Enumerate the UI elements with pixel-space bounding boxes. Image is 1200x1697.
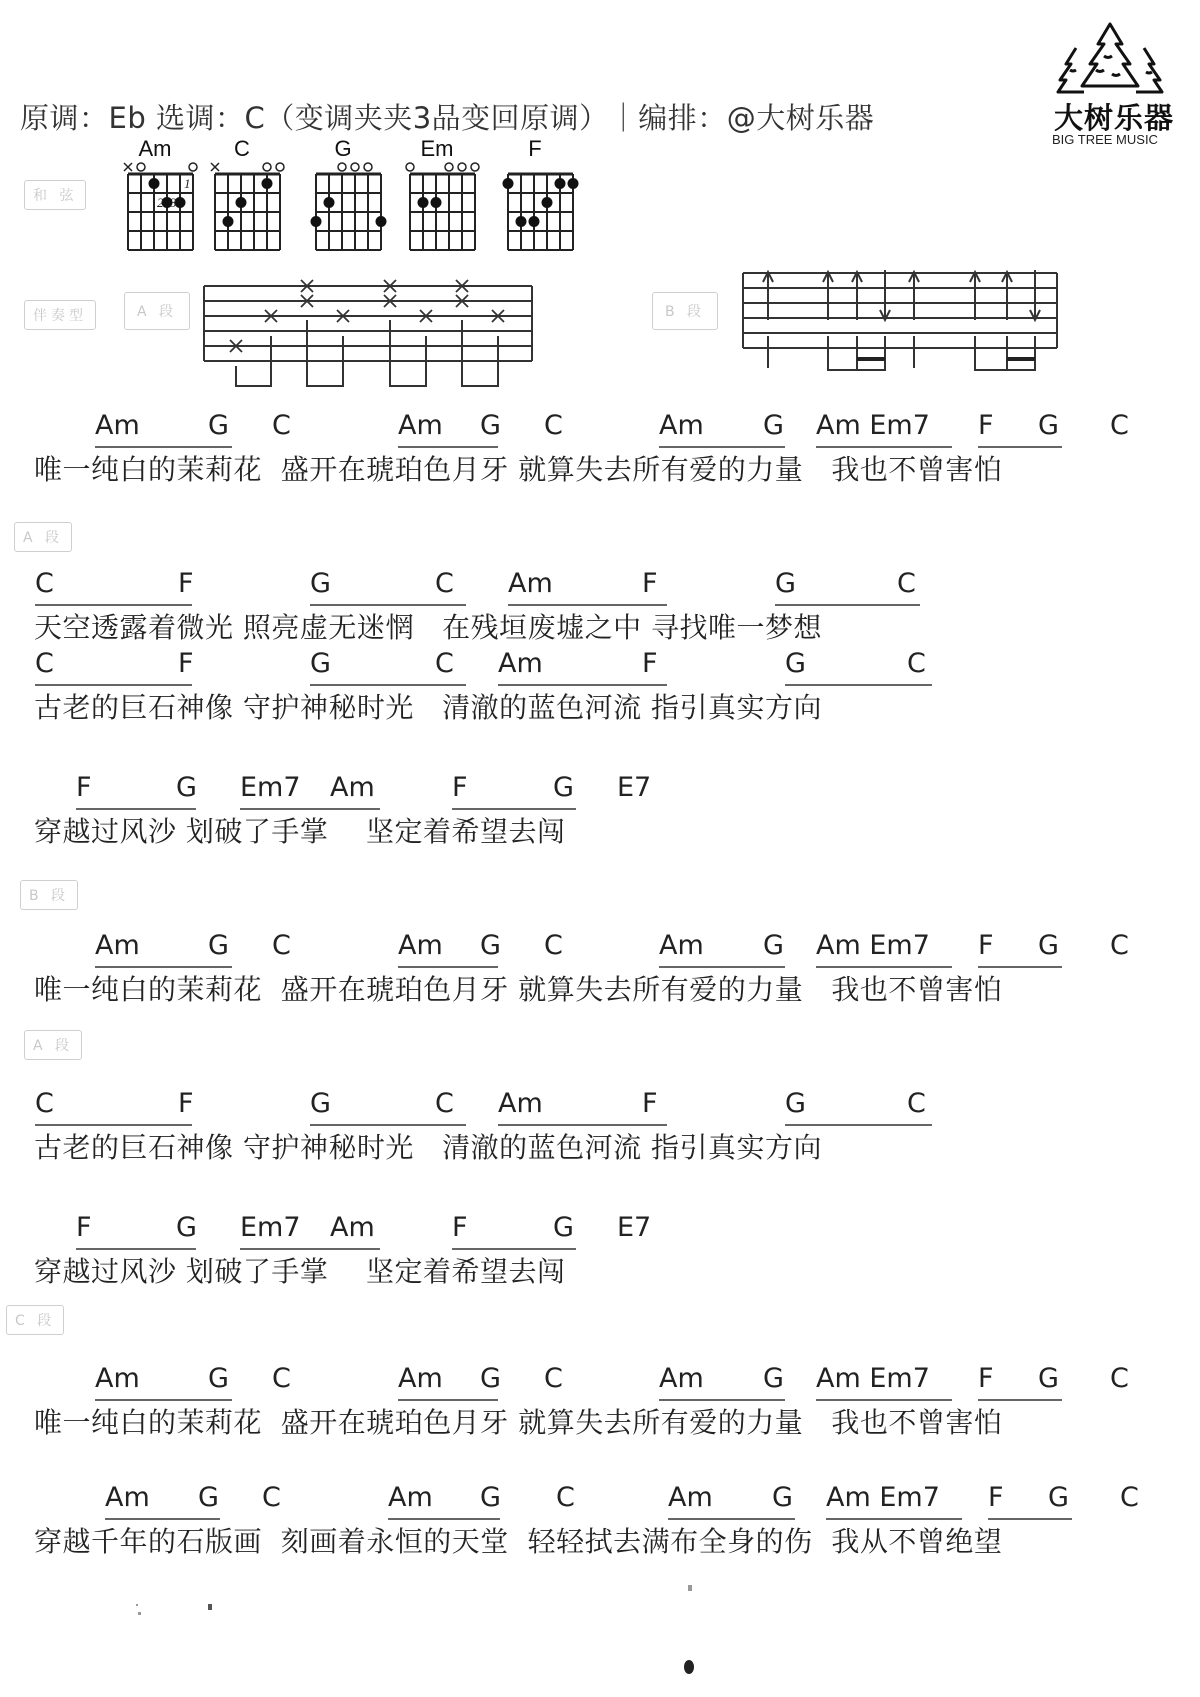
chord-symbol: G	[310, 1088, 331, 1119]
chord-symbol: Em7	[240, 1212, 301, 1243]
chord-symbol: F	[642, 1088, 658, 1119]
chord-symbol: Am	[508, 568, 553, 599]
chord-symbol: Am Em7	[816, 930, 930, 961]
chord-symbol: G	[553, 772, 574, 803]
song-key-info	[20, 96, 874, 137]
chord-symbol: C	[907, 648, 926, 679]
arranger-label: ｜编排：	[608, 101, 727, 135]
lyric-line	[0, 648, 1200, 728]
chord-symbol: F	[978, 930, 994, 961]
chord-symbol: G	[1048, 1482, 1069, 1513]
chord-symbol: G	[763, 1363, 784, 1394]
chord-symbol: C	[435, 648, 454, 679]
lyric-text: 唯一纯白的茉莉花 盛开在琥珀色月牙 就算失去所有爱的力量 我也不曾害怕	[34, 1406, 1003, 1439]
original-key: Eb	[108, 101, 147, 135]
chord-symbol: Am	[398, 410, 443, 441]
chord-symbol: C	[1110, 930, 1129, 961]
chord-symbol: E7	[617, 1212, 652, 1243]
chord-symbol: F	[988, 1482, 1004, 1513]
chord-symbol: G	[480, 1363, 501, 1394]
chord-symbol: G	[480, 410, 501, 441]
svg-text:1: 1	[184, 176, 191, 191]
fretboard-grid	[205, 160, 295, 260]
chord-symbol: Am	[659, 1363, 704, 1394]
chord-symbol: G	[480, 930, 501, 961]
fretboard-grid	[400, 160, 490, 260]
fretboard-grid	[306, 160, 396, 260]
scan-speck	[208, 1604, 212, 1610]
chord-symbol: F	[642, 648, 658, 679]
lyric-text: 唯一纯白的茉莉花 盛开在琥珀色月牙 就算失去所有爱的力量 我也不曾害怕	[34, 453, 1003, 486]
chord-symbol: G	[553, 1212, 574, 1243]
lyric-line	[0, 410, 1200, 490]
section-label-b: B 段	[20, 880, 78, 910]
chord-symbol: C	[435, 1088, 454, 1119]
chord-symbol: G	[1038, 1363, 1059, 1394]
lyric-line	[0, 1212, 1200, 1292]
chord-symbol: C	[272, 1363, 291, 1394]
chord-symbol: Am Em7	[816, 410, 930, 441]
lyric-line	[0, 930, 1200, 1010]
chord-symbol: Am	[95, 930, 140, 961]
chord-symbol: G	[198, 1482, 219, 1513]
scan-speck	[136, 1604, 138, 1606]
chord-symbol: G	[176, 1212, 197, 1243]
chord-symbol: F	[76, 772, 92, 803]
scan-speck	[138, 1612, 141, 1615]
lyric-text: 穿越过风沙 划破了手掌 坚定着希望去闯	[34, 1255, 566, 1288]
chord-symbol: C	[544, 930, 563, 961]
chord-symbol: G	[772, 1482, 793, 1513]
chord-symbol: F	[178, 1088, 194, 1119]
accompaniment-label: 伴奏型	[24, 300, 96, 330]
chord-symbol: C	[544, 1363, 563, 1394]
chord-symbol: C	[35, 1088, 54, 1119]
pattern-a-label: A 段	[124, 292, 190, 330]
chord-symbol: Am	[659, 930, 704, 961]
chord-symbol: Am	[330, 772, 375, 803]
chord-symbol: G	[1038, 410, 1059, 441]
section-label-a: A 段	[14, 522, 72, 552]
svg-text:2: 2	[157, 195, 164, 210]
chord-symbol: Am	[498, 648, 543, 679]
scan-speck	[684, 1660, 694, 1674]
chord-symbol: G	[1038, 930, 1059, 961]
chord-diagram-name: F	[528, 136, 542, 161]
capo-note: （变调夹夹3品变回原调）	[265, 101, 609, 135]
fretboard-grid	[498, 160, 588, 260]
chord-symbol: Am	[398, 930, 443, 961]
pattern-b-label: B 段	[652, 292, 718, 330]
chord-symbol: C	[35, 648, 54, 679]
logo-english-name: BIG TREE MUSIC	[1052, 132, 1158, 147]
lyric-line	[0, 772, 1200, 852]
lyric-text: 穿越千年的石版画 刻画着永恒的天堂 轻轻拭去满布全身的伤 我从不曾绝望	[34, 1525, 1003, 1558]
chord-symbol: G	[208, 1363, 229, 1394]
chord-symbol: Am	[105, 1482, 150, 1513]
chord-symbol: F	[642, 568, 658, 599]
chord-symbol: G	[208, 930, 229, 961]
section-label-a2: A 段	[24, 1030, 82, 1060]
logo-chinese-name: 大树乐器	[1054, 101, 1175, 135]
chord-symbol: Am	[498, 1088, 543, 1119]
lyric-text: 古老的巨石神像 守护神秘时光 清澈的蓝色河流 指引真实方向	[34, 1131, 823, 1164]
arranger: @大树乐器	[726, 101, 875, 135]
scan-speck	[688, 1585, 692, 1591]
chord-symbol: C	[1110, 1363, 1129, 1394]
strum-pattern-staff	[740, 260, 1080, 385]
chord-symbol: C	[907, 1088, 926, 1119]
chord-symbol: Am	[95, 410, 140, 441]
chord-symbol: E7	[617, 772, 652, 803]
chord-symbol: Am	[668, 1482, 713, 1513]
chord-symbol: F	[452, 772, 468, 803]
fretboard-grid	[118, 160, 208, 260]
lyric-text: 天空透露着微光 照亮虚无迷惘 在残垣废墟之中 寻找唯一梦想	[34, 611, 823, 644]
chord-symbol: C	[1110, 410, 1129, 441]
chord-symbol: F	[178, 648, 194, 679]
chord-symbol: G	[176, 772, 197, 803]
chord-symbol: F	[978, 410, 994, 441]
chord-symbol: G	[310, 648, 331, 679]
chord-symbol: C	[435, 568, 454, 599]
lyric-text: 唯一纯白的茉莉花 盛开在琥珀色月牙 就算失去所有爱的力量 我也不曾害怕	[34, 973, 1003, 1006]
fingerpick-pattern-staff	[200, 270, 545, 395]
chord-symbol: C	[1120, 1482, 1139, 1513]
lyric-text: 穿越过风沙 划破了手掌 坚定着希望去闯	[34, 815, 566, 848]
chord-symbol: G	[785, 648, 806, 679]
chord-symbol: C	[35, 568, 54, 599]
chord-symbol: G	[208, 410, 229, 441]
chord-symbol: Am Em7	[826, 1482, 940, 1513]
chord-diagram-name: C	[234, 136, 250, 161]
selected-key-label: 选调：	[155, 101, 245, 135]
lyric-line	[0, 1482, 1200, 1562]
chord-symbol: C	[262, 1482, 281, 1513]
chord-symbol: F	[452, 1212, 468, 1243]
chord-symbol: Am	[95, 1363, 140, 1394]
section-label-c: C 段	[6, 1305, 64, 1335]
chord-symbol: C	[544, 410, 563, 441]
lyric-text: 古老的巨石神像 守护神秘时光 清澈的蓝色河流 指引真实方向	[34, 691, 823, 724]
chord-diagram-name: G	[334, 136, 352, 161]
svg-text:3: 3	[170, 195, 177, 210]
chord-symbol: G	[310, 568, 331, 599]
chord-symbol: G	[775, 568, 796, 599]
chord-symbol: F	[76, 1212, 92, 1243]
chord-symbol: Em7	[240, 772, 301, 803]
pine-trees-icon	[1040, 20, 1180, 100]
chord-symbol: C	[272, 930, 291, 961]
original-key-label: 原调：	[20, 101, 109, 135]
chord-symbol: G	[763, 410, 784, 441]
chord-diagram-name: Am	[138, 136, 172, 161]
chords-label: 和 弦	[24, 180, 86, 210]
chord-symbol: F	[978, 1363, 994, 1394]
lyric-line	[0, 1088, 1200, 1168]
chord-symbol: Am	[330, 1212, 375, 1243]
chord-symbol: G	[785, 1088, 806, 1119]
lyric-line	[0, 568, 1200, 648]
chord-symbol: F	[178, 568, 194, 599]
brand-logo	[1040, 20, 1180, 150]
chord-symbol: C	[556, 1482, 575, 1513]
chord-symbol: Am	[398, 1363, 443, 1394]
chord-symbol: Am	[388, 1482, 433, 1513]
selected-key: C	[244, 101, 266, 135]
lyric-line	[0, 1363, 1200, 1443]
chord-symbol: C	[897, 568, 916, 599]
chord-symbol: Am	[659, 410, 704, 441]
chord-symbol: G	[763, 930, 784, 961]
chord-symbol: Am Em7	[816, 1363, 930, 1394]
chord-symbol: G	[480, 1482, 501, 1513]
chord-diagram-name: Em	[420, 136, 454, 161]
chord-symbol: C	[272, 410, 291, 441]
